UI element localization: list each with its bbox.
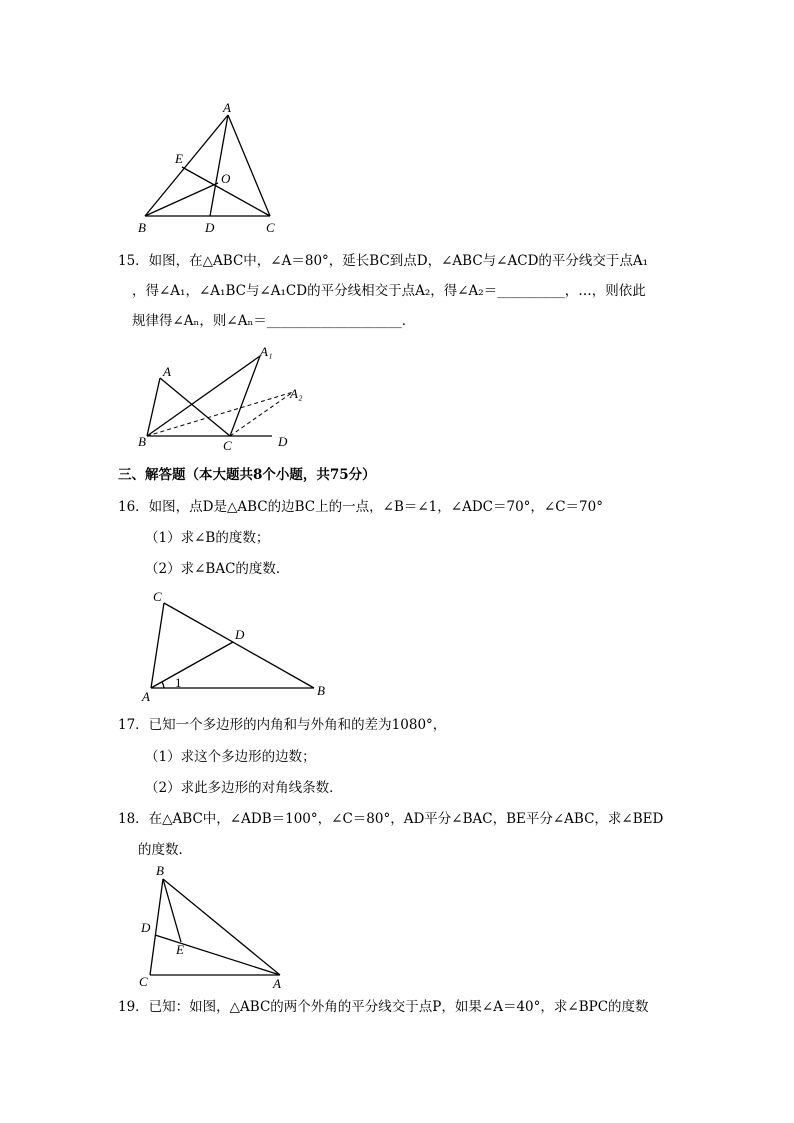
label-o: O: [221, 171, 231, 186]
segment-ad: [155, 935, 280, 975]
q18-line-2: 的度数．: [138, 842, 192, 858]
label-d: D: [235, 627, 245, 642]
q16-sub-2: （2）求∠BAC的度数．: [145, 561, 290, 577]
q17-line-1: 17．已知一个多边形的内角和与外角和的差为1080°，: [118, 717, 447, 733]
label-b: B: [138, 220, 146, 235]
label-e: E: [175, 151, 183, 166]
angle-arc-1: [162, 682, 164, 688]
segment-cb: [164, 603, 314, 688]
label-d: D: [278, 434, 288, 449]
section-heading: 三、解答题（本大题共8个小题，共75分）: [118, 467, 376, 483]
label-a: A: [142, 689, 150, 703]
segment-ac: [228, 115, 270, 216]
segment-ad: [151, 642, 233, 688]
segment-ba2: [147, 392, 293, 436]
q16-line-1: 16．如图，点D是△ABC的边BC上的一点，∠B＝∠1，∠ADC＝70°，∠C＝70°: [118, 499, 603, 515]
label-1: 1: [175, 675, 182, 690]
label-a1: A₁: [260, 344, 273, 359]
segment-ad: [210, 115, 228, 216]
q16-sub-1: （1）求∠B的度数；: [145, 530, 270, 546]
segment-bc: [150, 879, 163, 975]
label-b: B: [317, 683, 325, 698]
q15-line-3: 规律得∠Aₙ，则∠Aₙ＝____________________．: [132, 313, 416, 329]
segment-ac: [160, 378, 230, 436]
segment-ca2: [230, 392, 293, 436]
segment-ca1: [230, 356, 260, 436]
segment-ba: [147, 378, 160, 436]
label-b: B: [156, 863, 164, 878]
label-d: D: [141, 920, 151, 935]
label-a: A: [273, 976, 281, 991]
segment-ca: [151, 603, 164, 688]
q15-line-2: ，得∠A₁，∠A₁BC与∠A₁CD的平分线相交于点A₂，得∠A₂＝__________，…，则依此: [132, 283, 646, 299]
figure-triangle-abc-cevians: [130, 95, 300, 240]
segment-ba: [163, 879, 280, 975]
segment-be: [163, 879, 181, 942]
label-c: C: [139, 974, 148, 989]
label-c: C: [266, 220, 275, 235]
label-c: C: [153, 589, 162, 604]
label-a: A: [223, 100, 231, 115]
figure-triangle-q18: [135, 862, 295, 992]
q19-line-1: 19．已知：如图，△ABC的两个外角的平分线交于点P，如果∠A＝40°，求∠BPC的度数: [118, 999, 649, 1015]
q17-sub-2: （2）求此多边形的对角线条数．: [145, 780, 343, 796]
q18-line-1: 18．在△ABC中，∠ADB＝100°，∠C＝80°，AD平分∠BAC，BE平分∠ABC，求∠BED: [118, 811, 664, 827]
figure-triangle-q16: [135, 585, 335, 703]
label-a2: A₂: [290, 386, 303, 401]
segment-ab: [145, 115, 228, 216]
segment-be: [145, 183, 218, 216]
label-c: C: [223, 438, 232, 453]
label-d: D: [205, 220, 215, 235]
figure-angle-bisectors-a1-a2: [130, 340, 320, 455]
label-b: B: [138, 434, 146, 449]
label-e: E: [176, 942, 184, 957]
q15-line-1: 15．如图，在△ABC中，∠A＝80°，延长BC到点D，∠ABC与∠ACD的平分线交于点A₁: [118, 253, 649, 269]
q17-sub-1: （1）求这个多边形的边数；: [145, 749, 316, 765]
label-a: A: [163, 364, 171, 379]
